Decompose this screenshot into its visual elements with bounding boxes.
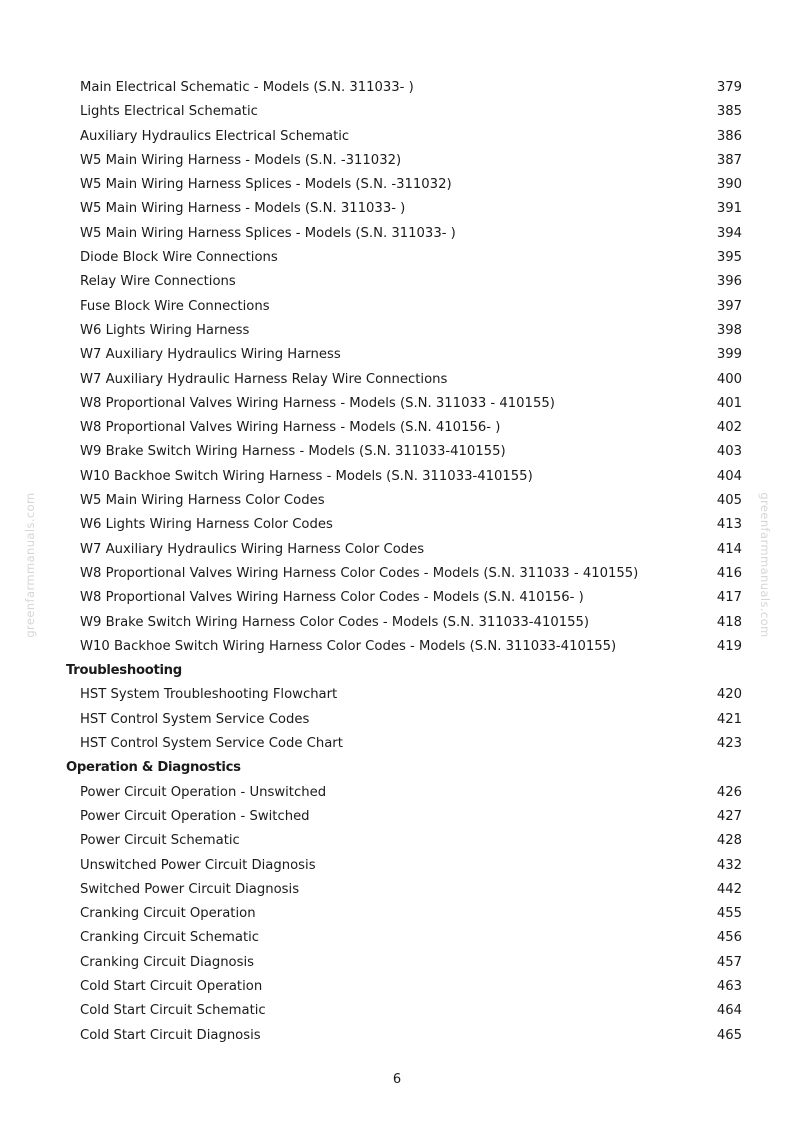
toc-entry[interactable] (66, 611, 742, 635)
toc-entry[interactable] (66, 173, 742, 197)
toc-entry-title: Cranking Circuit Diagnosis (80, 954, 255, 970)
toc-entry-title: Relay Wire Connections (80, 274, 236, 290)
toc-entry[interactable] (66, 926, 742, 950)
toc-entry-page: 464 (716, 1003, 742, 1019)
toc-entry-title: Switched Power Circuit Diagnosis (80, 881, 300, 897)
toc-entry[interactable] (66, 951, 742, 975)
toc-entry-page: 456 (716, 930, 742, 946)
toc-entry-title: Cold Start Circuit Schematic (80, 1003, 266, 1019)
toc-entry-page: 394 (716, 225, 742, 241)
toc-entry-page: 419 (716, 638, 742, 654)
toc-entry[interactable] (66, 125, 742, 149)
toc-entry-page: 442 (716, 881, 742, 897)
toc-entry-title: W6 Lights Wiring Harness (80, 322, 250, 338)
toc-entry[interactable] (66, 902, 742, 926)
watermark-left: greenfarmmanuals.com (23, 492, 37, 638)
toc-entry[interactable] (66, 586, 742, 610)
toc-entry-title: W8 Proportional Valves Wiring Harness - Models (S.N. 410156- ) (80, 420, 501, 436)
toc-entry-page: 417 (716, 590, 742, 606)
toc-entry[interactable] (66, 683, 742, 707)
toc-entry-title: W5 Main Wiring Harness Splices - Models (S.N. -311032) (80, 177, 452, 193)
toc-entry-title: W8 Proportional Valves Wiring Harness - Models (S.N. 311033 - 410155) (80, 395, 555, 411)
toc-entry-page: 463 (716, 978, 742, 994)
toc-entry[interactable] (66, 708, 742, 732)
toc-entry[interactable] (66, 416, 742, 440)
toc-entry-page: 421 (716, 711, 742, 727)
toc-entry[interactable] (66, 781, 742, 805)
toc-entry[interactable] (66, 295, 742, 319)
toc-entry-title: Fuse Block Wire Connections (80, 298, 270, 314)
toc-entry-title: Power Circuit Operation - Switched (80, 808, 310, 824)
toc-entry[interactable] (66, 465, 742, 489)
toc-entry-page: 457 (716, 954, 742, 970)
toc-entry[interactable] (66, 732, 742, 756)
toc-entry-page: 405 (716, 493, 742, 509)
toc-entry[interactable] (66, 319, 742, 343)
toc-entry[interactable] (66, 270, 742, 294)
toc-entry-page: 398 (716, 322, 742, 338)
toc-entry-page: 455 (716, 906, 742, 922)
toc-entry-page: 402 (716, 420, 742, 436)
toc-entry-title: W5 Main Wiring Harness Color Codes (80, 493, 325, 509)
toc-entry[interactable] (66, 999, 742, 1023)
toc-entry-page: 396 (716, 274, 742, 290)
toc-entry-title: Cranking Circuit Operation (80, 906, 256, 922)
toc-entry-title: HST System Troubleshooting Flowchart (80, 687, 338, 703)
toc-entry-title: HST Control System Service Codes (80, 711, 310, 727)
toc-entry[interactable] (66, 513, 742, 537)
watermark-right: greenfarmmanuals.com (758, 492, 772, 638)
section-heading-title: Operation & Diagnostics (66, 760, 241, 776)
toc-entry-page: 401 (716, 395, 742, 411)
toc-entry-title: Cold Start Circuit Operation (80, 978, 263, 994)
toc-entry-page: 390 (716, 177, 742, 193)
toc-entry-title: W7 Auxiliary Hydraulics Wiring Harness (80, 347, 341, 363)
toc-entry-page: 397 (716, 298, 742, 314)
toc-entry-page: 391 (716, 201, 742, 217)
toc-entry-page: 432 (716, 857, 742, 873)
toc-entry-title: W8 Proportional Valves Wiring Harness Color Codes - Models (S.N. 410156- ) (80, 590, 584, 606)
toc-entry-page: 395 (716, 250, 742, 266)
toc-entry[interactable] (66, 562, 742, 586)
toc-entry[interactable] (66, 392, 742, 416)
toc-entry-page: 423 (716, 736, 742, 752)
toc-entry[interactable] (66, 149, 742, 173)
toc-entry-title: Cranking Circuit Schematic (80, 930, 260, 946)
toc-entry[interactable] (66, 878, 742, 902)
toc-entry-title: Cold Start Circuit Diagnosis (80, 1027, 261, 1043)
toc-entry-title: Power Circuit Schematic (80, 833, 240, 849)
page-number: 6 (392, 1072, 402, 1087)
toc-entry-page: 426 (716, 784, 742, 800)
toc-entry-title: W5 Main Wiring Harness - Models (S.N. 311033- ) (80, 201, 406, 217)
toc-entry[interactable] (66, 975, 742, 999)
toc-entry[interactable] (66, 197, 742, 221)
toc-entry-title: W6 Lights Wiring Harness Color Codes (80, 517, 333, 533)
toc-entry[interactable] (66, 222, 742, 246)
section-heading-title: Troubleshooting (66, 663, 182, 679)
toc-entry-page: 414 (716, 541, 742, 557)
toc-entry-title: W10 Backhoe Switch Wiring Harness - Models (S.N. 311033-410155) (80, 468, 533, 484)
toc-entry-page: 404 (716, 468, 742, 484)
toc-section-heading (66, 659, 742, 683)
toc-entry-title: W5 Main Wiring Harness Splices - Models (S.N. 311033- ) (80, 225, 456, 241)
toc-entry-page: 385 (716, 104, 742, 120)
toc-entry-page: 427 (716, 808, 742, 824)
toc-entry-page: 420 (716, 687, 742, 703)
toc-entry-page: 413 (716, 517, 742, 533)
toc-entry-title: W9 Brake Switch Wiring Harness - Models (S.N. 311033-410155) (80, 444, 506, 460)
toc-entry[interactable] (66, 538, 742, 562)
toc-entry-title: HST Control System Service Code Chart (80, 736, 343, 752)
toc-section-heading (66, 756, 742, 780)
toc-entry[interactable] (66, 829, 742, 853)
toc-entry-page: 416 (716, 565, 742, 581)
table-of-contents (66, 76, 742, 1048)
toc-entry-page: 465 (716, 1027, 742, 1043)
toc-entry[interactable] (66, 805, 742, 829)
toc-entry-page: 400 (716, 371, 742, 387)
toc-entry[interactable] (66, 489, 742, 513)
toc-entry-title: W5 Main Wiring Harness - Models (S.N. -311032) (80, 152, 402, 168)
toc-entry[interactable] (66, 76, 742, 100)
toc-entry[interactable] (66, 343, 742, 367)
toc-entry-title: Lights Electrical Schematic (80, 104, 258, 120)
toc-entry-page: 387 (716, 152, 742, 168)
toc-entry-page: 386 (716, 128, 742, 144)
toc-entry[interactable] (66, 100, 742, 124)
toc-entry-page: 428 (716, 833, 742, 849)
toc-entry-title: W8 Proportional Valves Wiring Harness Color Codes - Models (S.N. 311033 - 410155) (80, 565, 639, 581)
toc-entry-title: W7 Auxiliary Hydraulics Wiring Harness Color Codes (80, 541, 425, 557)
toc-entry-title: Power Circuit Operation - Unswitched (80, 784, 327, 800)
toc-entry[interactable] (66, 854, 742, 878)
toc-entry[interactable] (66, 1024, 742, 1048)
toc-entry-page: 399 (716, 347, 742, 363)
toc-entry-title: W7 Auxiliary Hydraulic Harness Relay Wire Connections (80, 371, 448, 387)
toc-entry-page: 418 (716, 614, 742, 630)
toc-entry[interactable] (66, 368, 742, 392)
toc-entry-title: Diode Block Wire Connections (80, 250, 278, 266)
toc-entry-page: 403 (716, 444, 742, 460)
toc-entry-page: 379 (716, 80, 742, 95)
toc-entry-title: W9 Brake Switch Wiring Harness Color Codes - Models (S.N. 311033-410155) (80, 614, 590, 630)
toc-entry-title: Unswitched Power Circuit Diagnosis (80, 857, 316, 873)
toc-entry[interactable] (66, 246, 742, 270)
toc-entry[interactable] (66, 635, 742, 659)
toc-entry-title: W10 Backhoe Switch Wiring Harness Color Codes - Models (S.N. 311033-410155) (80, 638, 617, 654)
toc-entry-title: Main Electrical Schematic - Models (S.N. 311033- ) (80, 80, 414, 95)
toc-entry-title: Auxiliary Hydraulics Electrical Schematic (80, 128, 350, 144)
toc-entry[interactable] (66, 440, 742, 464)
